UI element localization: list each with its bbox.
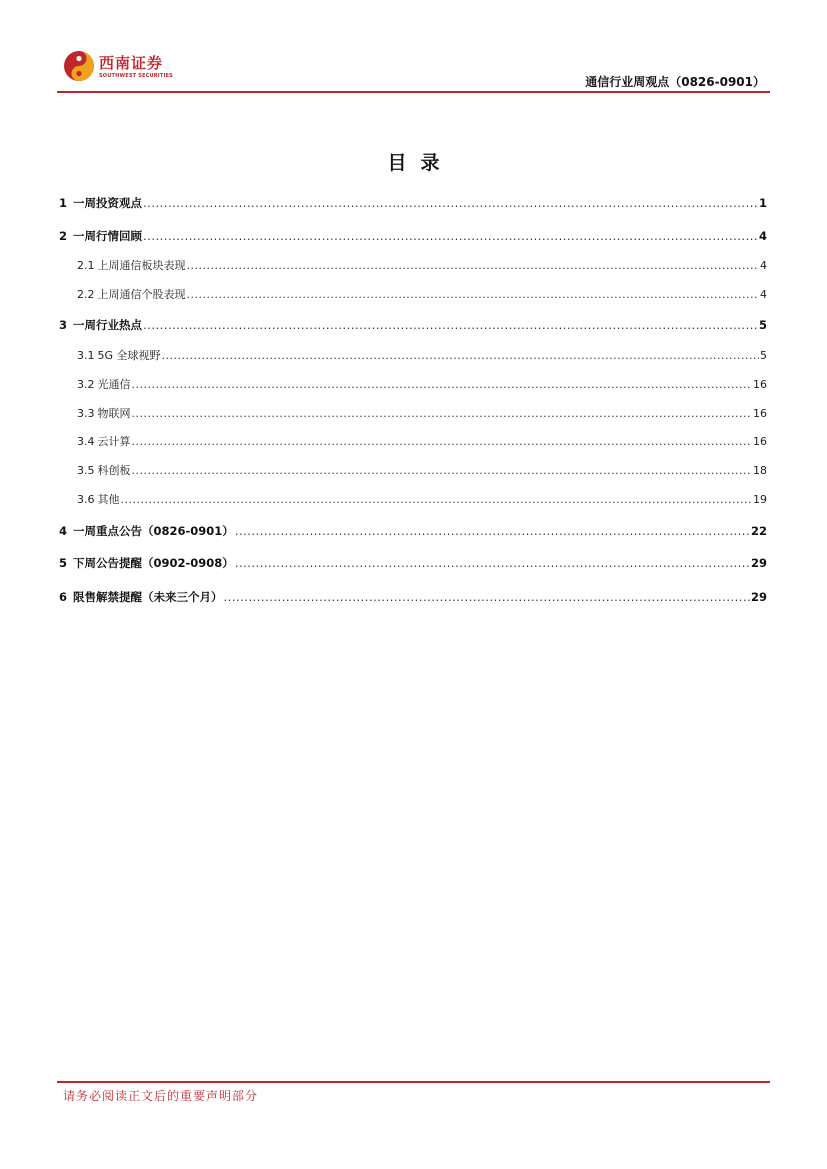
toc-entry-page: 18 <box>753 464 767 477</box>
toc-entry-label: 云计算 <box>97 435 131 448</box>
toc-entry-label: 其他 <box>97 493 120 506</box>
toc-entry-label: 下周公告提醒（0902-0908） <box>73 556 234 570</box>
toc-entry-number: 2 <box>59 229 68 243</box>
toc-entry-label: 一周投资观点 <box>73 196 143 210</box>
toc-entry-page: 4 <box>760 288 767 301</box>
toc-entry-page: 4 <box>760 259 767 272</box>
toc-entry[interactable] <box>59 377 767 393</box>
toc-leader-dots <box>187 287 760 303</box>
toc-entry-number: 5 <box>59 556 68 570</box>
toc-entry-label: 科创板 <box>97 464 131 477</box>
brand-name-en: SOUTHWEST SECURITIES <box>99 73 173 79</box>
toc-entry-page: 29 <box>750 590 767 604</box>
toc-entry[interactable] <box>59 348 767 364</box>
toc-entry-number: 3.4 <box>77 435 95 448</box>
toc-leader-dots <box>143 228 758 244</box>
toc-entry-number: 3.5 <box>77 464 95 477</box>
toc-entry-page: 19 <box>753 493 767 506</box>
brand-logo <box>63 49 173 85</box>
footer-notice: 请务必阅读正文后的重要声明部分 <box>63 1089 259 1103</box>
toc-entry-label: 上周通信个股表现 <box>97 288 186 301</box>
toc-entry-label: 一周重点公告（0826-0901） <box>73 524 234 538</box>
toc-leader-dots <box>235 523 750 539</box>
footer-divider <box>57 1081 770 1083</box>
toc-entry-page: 16 <box>753 407 767 420</box>
toc-entry[interactable] <box>59 317 767 333</box>
toc-entry-label: 光通信 <box>97 378 131 391</box>
toc-entry-label: 上周通信板块表现 <box>97 259 186 272</box>
toc-entry[interactable] <box>59 589 767 605</box>
toc-entry[interactable] <box>59 523 767 539</box>
toc-leader-dots <box>224 589 750 605</box>
toc-entry[interactable] <box>59 228 767 244</box>
toc-entry-number: 2.1 <box>77 259 95 272</box>
toc-entry-page: 1 <box>758 196 767 210</box>
toc-entry-page: 16 <box>753 435 767 448</box>
toc-entry-number: 4 <box>59 524 68 538</box>
toc-entry-number: 3.6 <box>77 493 95 506</box>
report-title: 通信行业周观点（0826-0901） <box>585 75 765 89</box>
toc-leader-dots <box>235 555 750 571</box>
toc-entry-number: 1 <box>59 196 68 210</box>
toc-entry[interactable] <box>59 492 767 508</box>
toc-entry-number: 6 <box>59 590 68 604</box>
toc-title: 目录 <box>387 152 454 174</box>
southwest-securities-logo-icon <box>63 50 95 82</box>
toc-entry-label: 限售解禁提醒（未来三个月） <box>73 590 223 604</box>
toc-entry-number: 3.1 <box>77 349 95 362</box>
toc-leader-dots <box>132 434 753 450</box>
toc-entry[interactable] <box>59 463 767 479</box>
toc-entry-number: 2.2 <box>77 288 95 301</box>
toc-leader-dots <box>143 195 758 211</box>
toc-entry[interactable] <box>59 406 767 422</box>
toc-entry[interactable] <box>59 195 767 211</box>
toc-entry[interactable] <box>59 434 767 450</box>
toc-entry-number: 3.2 <box>77 378 95 391</box>
toc-leader-dots <box>187 258 760 274</box>
toc-entry-label: 一周行业热点 <box>73 318 143 332</box>
toc-entry-page: 5 <box>760 349 767 362</box>
toc-entry[interactable] <box>59 287 767 303</box>
toc-entry[interactable] <box>59 258 767 274</box>
toc-entry-page: 5 <box>758 318 767 332</box>
toc-entry-page: 29 <box>750 556 767 570</box>
toc-entry[interactable] <box>59 555 767 571</box>
toc-leader-dots <box>132 377 753 393</box>
toc-entry-number: 3.3 <box>77 407 95 420</box>
toc-leader-dots <box>132 406 753 422</box>
toc-leader-dots <box>132 463 753 479</box>
toc-leader-dots <box>162 348 759 364</box>
toc-leader-dots <box>121 492 753 508</box>
toc-entry-number: 3 <box>59 318 68 332</box>
toc-entry-page: 4 <box>758 229 767 243</box>
toc-leader-dots <box>143 317 758 333</box>
toc-entry-label: 一周行情回顾 <box>73 229 143 243</box>
toc-entry-label: 物联网 <box>97 407 131 420</box>
toc-entry-page: 16 <box>753 378 767 391</box>
toc-entry-label: 5G 全球视野 <box>97 349 161 362</box>
toc-entry-page: 22 <box>750 524 767 538</box>
brand-name-cn: 西南证券 <box>99 54 164 72</box>
header-divider <box>57 91 770 93</box>
